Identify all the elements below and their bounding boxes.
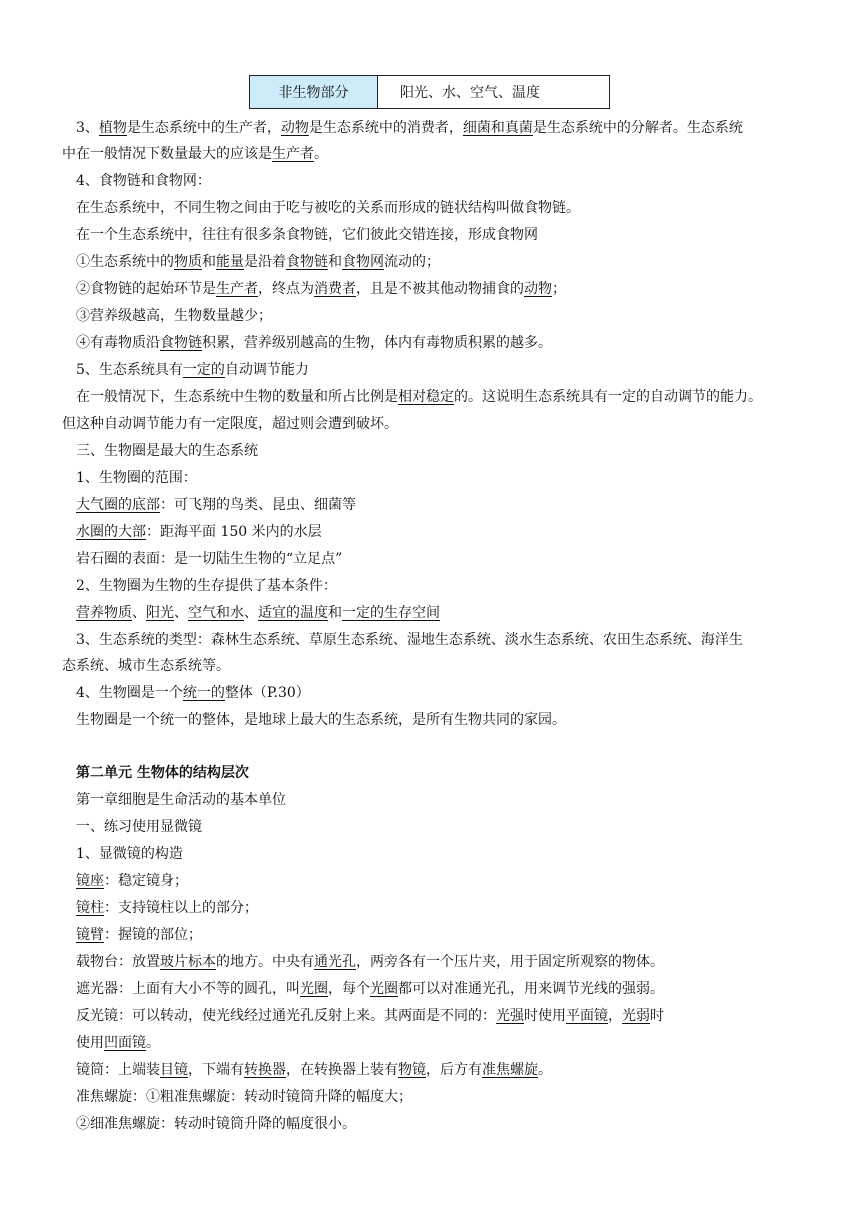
text-span: ，且是不被其他动物捕食的: [356, 281, 524, 297]
text-span: 第二单元 生物体的结构层次: [76, 765, 249, 781]
text-line: [76, 952, 664, 972]
text-span: ，终点为: [258, 281, 314, 297]
underlined-term: 镜臂: [76, 927, 104, 943]
text-span: 、: [174, 605, 188, 621]
underlined-term: 通光孔: [314, 954, 356, 970]
text-span: ；: [552, 281, 566, 297]
underlined-term: 动物: [280, 120, 309, 136]
underlined-term: 食物链: [286, 254, 328, 270]
text-span: ：稳定镜身；: [104, 873, 188, 889]
underlined-term: 一定的生存空间: [342, 605, 440, 621]
underlined-term: 光圈: [370, 981, 398, 997]
text-line: [76, 468, 197, 488]
underlined-term: 物镜: [398, 1062, 426, 1078]
table-cell-label: 非生物部分: [250, 76, 378, 108]
underlined-term: 消费者: [314, 281, 356, 297]
table-cell-value: 阳光、水、空气、温度: [400, 85, 540, 101]
text-span: 。: [314, 146, 328, 162]
text-span: 1、生物圈的范围：: [76, 470, 197, 486]
text-line: [76, 225, 538, 245]
text-line: [76, 360, 309, 380]
text-line: [76, 279, 566, 299]
text-span: 4、生物圈是一个: [76, 685, 183, 701]
text-line: [62, 414, 398, 434]
text-span: 都可以对准通光孔，用来调节光线的强弱。: [398, 981, 664, 997]
text-line: [76, 441, 258, 461]
underlined-term: 细菌和真菌: [462, 120, 533, 136]
underlined-term: 生产者: [216, 281, 258, 297]
underlined-term: 能量: [216, 254, 244, 270]
text-span: 、: [244, 605, 258, 621]
text-line: [76, 118, 743, 138]
text-span: 2、生物圈为生物的生存提供了基本条件：: [76, 578, 337, 594]
text-span: ②细准焦螺旋：转动时镜筒升降的幅度很小。: [76, 1116, 356, 1132]
underlined-term: 食物链: [160, 335, 202, 351]
text-span: 生物圈是一个统一的整体，是地球上最大的生态系统，是所有生物共同的家园。: [76, 712, 566, 728]
text-span: 是生态系统中的生产者，: [126, 120, 281, 136]
text-span: ②食物链的起始环节是: [76, 281, 216, 297]
text-line: [76, 790, 286, 810]
text-line: [76, 576, 337, 596]
text-span: 在生态系统中，不同生物之间由于吃与被吃的关系而形成的链状结构叫做食物链。: [76, 200, 580, 216]
underlined-term: 平面镜: [566, 1008, 608, 1024]
text-span: ，每个: [328, 981, 370, 997]
text-line: [76, 710, 566, 730]
text-line: [76, 1033, 160, 1053]
text-line: [76, 925, 202, 945]
text-line: [76, 844, 183, 864]
underlined-term: 玻片标本: [160, 954, 216, 970]
text-line: [76, 871, 188, 891]
text-line: [76, 898, 258, 918]
text-span: 态系统、城市生态系统等。: [62, 658, 230, 674]
underlined-term: 镜柱: [76, 900, 104, 916]
text-span: 使用: [76, 1035, 104, 1051]
text-span: 和: [328, 605, 342, 621]
text-span: 3、: [76, 120, 99, 136]
text-span: ，两旁各有一个压片夹，用于固定所观察的物体。: [356, 954, 664, 970]
underlined-term: 光弱: [622, 1008, 650, 1024]
underlined-term: 准焦螺旋: [482, 1062, 538, 1078]
text-span: 是生态系统中的分解者。生态系统: [532, 120, 743, 136]
text-span: ：距海平面 150 米内的水层: [146, 524, 322, 540]
text-span: 4、食物链和食物网：: [76, 173, 211, 189]
text-span: 、: [132, 605, 146, 621]
underlined-term: 凹面镜: [104, 1035, 146, 1051]
text-span: ①生态系统中的: [76, 254, 174, 270]
text-span: ：支持镜柱以上的部分；: [104, 900, 258, 916]
underlined-term: 转换器: [244, 1062, 286, 1078]
text-span: ，在转换器上装有: [286, 1062, 398, 1078]
section-heading: [76, 763, 249, 783]
underlined-term: 适宜的温度: [258, 605, 328, 621]
underlined-term: 生产者: [272, 146, 314, 162]
text-span: 反光镜：可以转动，使光线经过通光孔反射上来。其两面是不同的：: [76, 1008, 496, 1024]
text-span: 3、生态系统的类型：森林生态系统、草原生态系统、湿地生态系统、淡水生态系统、农田生态系统、海洋生: [76, 632, 743, 648]
text-span: 时使用: [524, 1008, 566, 1024]
text-line: [76, 683, 310, 703]
text-span: 自动调节能力: [224, 362, 309, 378]
underlined-term: 水圈的大部: [76, 524, 146, 540]
text-span: 准焦螺旋：①粗准焦螺旋：转动时镜筒升降的幅度大；: [76, 1089, 412, 1105]
text-line: [62, 144, 328, 164]
underlined-term: 植物: [98, 120, 127, 136]
text-span: 是生态系统中的消费者，: [308, 120, 463, 136]
text-span: 载物台：放置: [76, 954, 160, 970]
text-span: 是沿着: [244, 254, 286, 270]
text-span: ④有毒物质沿: [76, 335, 160, 351]
text-line: [76, 495, 356, 515]
text-span: 三、生物圈是最大的生态系统: [76, 443, 258, 459]
text-span: 1、显微镜的构造: [76, 846, 183, 862]
text-span: 中在一般情况下数量最大的应该是: [62, 146, 272, 162]
underlined-term: 大气圈的底部: [76, 497, 160, 513]
text-line: [76, 1114, 356, 1134]
text-span: 和: [202, 254, 216, 270]
underlined-term: 统一的: [182, 685, 225, 701]
text-line: [76, 306, 272, 326]
text-line: [76, 171, 211, 191]
text-line: [76, 630, 743, 650]
text-span: ：握镜的部位；: [104, 927, 202, 943]
underlined-term: 镜座: [76, 873, 104, 889]
text-span: 镜筒：上端装: [76, 1062, 160, 1078]
text-line: [76, 333, 552, 353]
text-line: [76, 549, 342, 569]
text-span: ③营养级越高，生物数量越少；: [76, 308, 272, 324]
text-line: [76, 979, 664, 999]
text-line: [76, 252, 440, 272]
underlined-term: 阳光: [146, 605, 174, 621]
text-span: 整体（P.30）: [224, 685, 310, 701]
text-span: 时: [650, 1008, 664, 1024]
text-line: [76, 522, 322, 542]
text-span: 流动的；: [384, 254, 440, 270]
text-span: 。: [146, 1035, 160, 1051]
text-span: 和: [328, 254, 342, 270]
underlined-term: 动物: [524, 281, 552, 297]
underlined-term: 物质: [174, 254, 202, 270]
text-line: [76, 603, 440, 623]
underlined-term: 空气和水: [188, 605, 244, 621]
underlined-term: 光圈: [300, 981, 328, 997]
text-line: [62, 656, 230, 676]
underlined-term: 食物网: [342, 254, 384, 270]
text-span: 第一章细胞是生命活动的基本单位: [76, 792, 286, 808]
text-line: [76, 817, 202, 837]
underlined-term: 光强: [496, 1008, 524, 1024]
text-line: [76, 1006, 664, 1026]
text-span: 在一般情况下，生态系统中生物的数量和所占比例是: [76, 389, 398, 405]
text-span: 遮光器：上面有大小不等的圆孔，叫: [76, 981, 300, 997]
text-span: 。: [538, 1062, 552, 1078]
text-span: ，: [608, 1008, 622, 1024]
text-line: [76, 1060, 552, 1080]
text-span: ，后方有: [426, 1062, 482, 1078]
abiotic-table: [249, 75, 610, 109]
text-span: 在一个生态系统中，往往有很多条食物链，它们彼此交错连接，形成食物网: [76, 227, 538, 243]
underlined-term: 一定的: [182, 362, 225, 378]
underlined-term: 相对稳定: [398, 389, 454, 405]
text-span: 岩石圈的表面：是一切陆生生物的“立足点”: [76, 551, 343, 567]
underlined-term: 营养物质: [76, 605, 132, 621]
text-span: 但这种自动调节能力有一定限度，超过则会遭到破坏。: [62, 416, 398, 432]
text-line: [76, 1087, 412, 1107]
text-span: ，下端有: [188, 1062, 244, 1078]
text-line: [76, 387, 762, 407]
text-span: ：可飞翔的鸟类、昆虫、细菌等: [160, 497, 356, 513]
text-span: 积累，营养级别越高的生物，体内有毒物质积累的越多。: [202, 335, 552, 351]
text-span: 5、生态系统具有: [76, 362, 183, 378]
text-span: 的地方。中央有: [216, 954, 314, 970]
text-span: 一、练习使用显微镜: [76, 819, 202, 835]
text-span: 的。这说明生态系统具有一定的自动调节的能力。: [454, 389, 762, 405]
underlined-term: 目镜: [160, 1062, 188, 1078]
text-line: [76, 198, 580, 218]
